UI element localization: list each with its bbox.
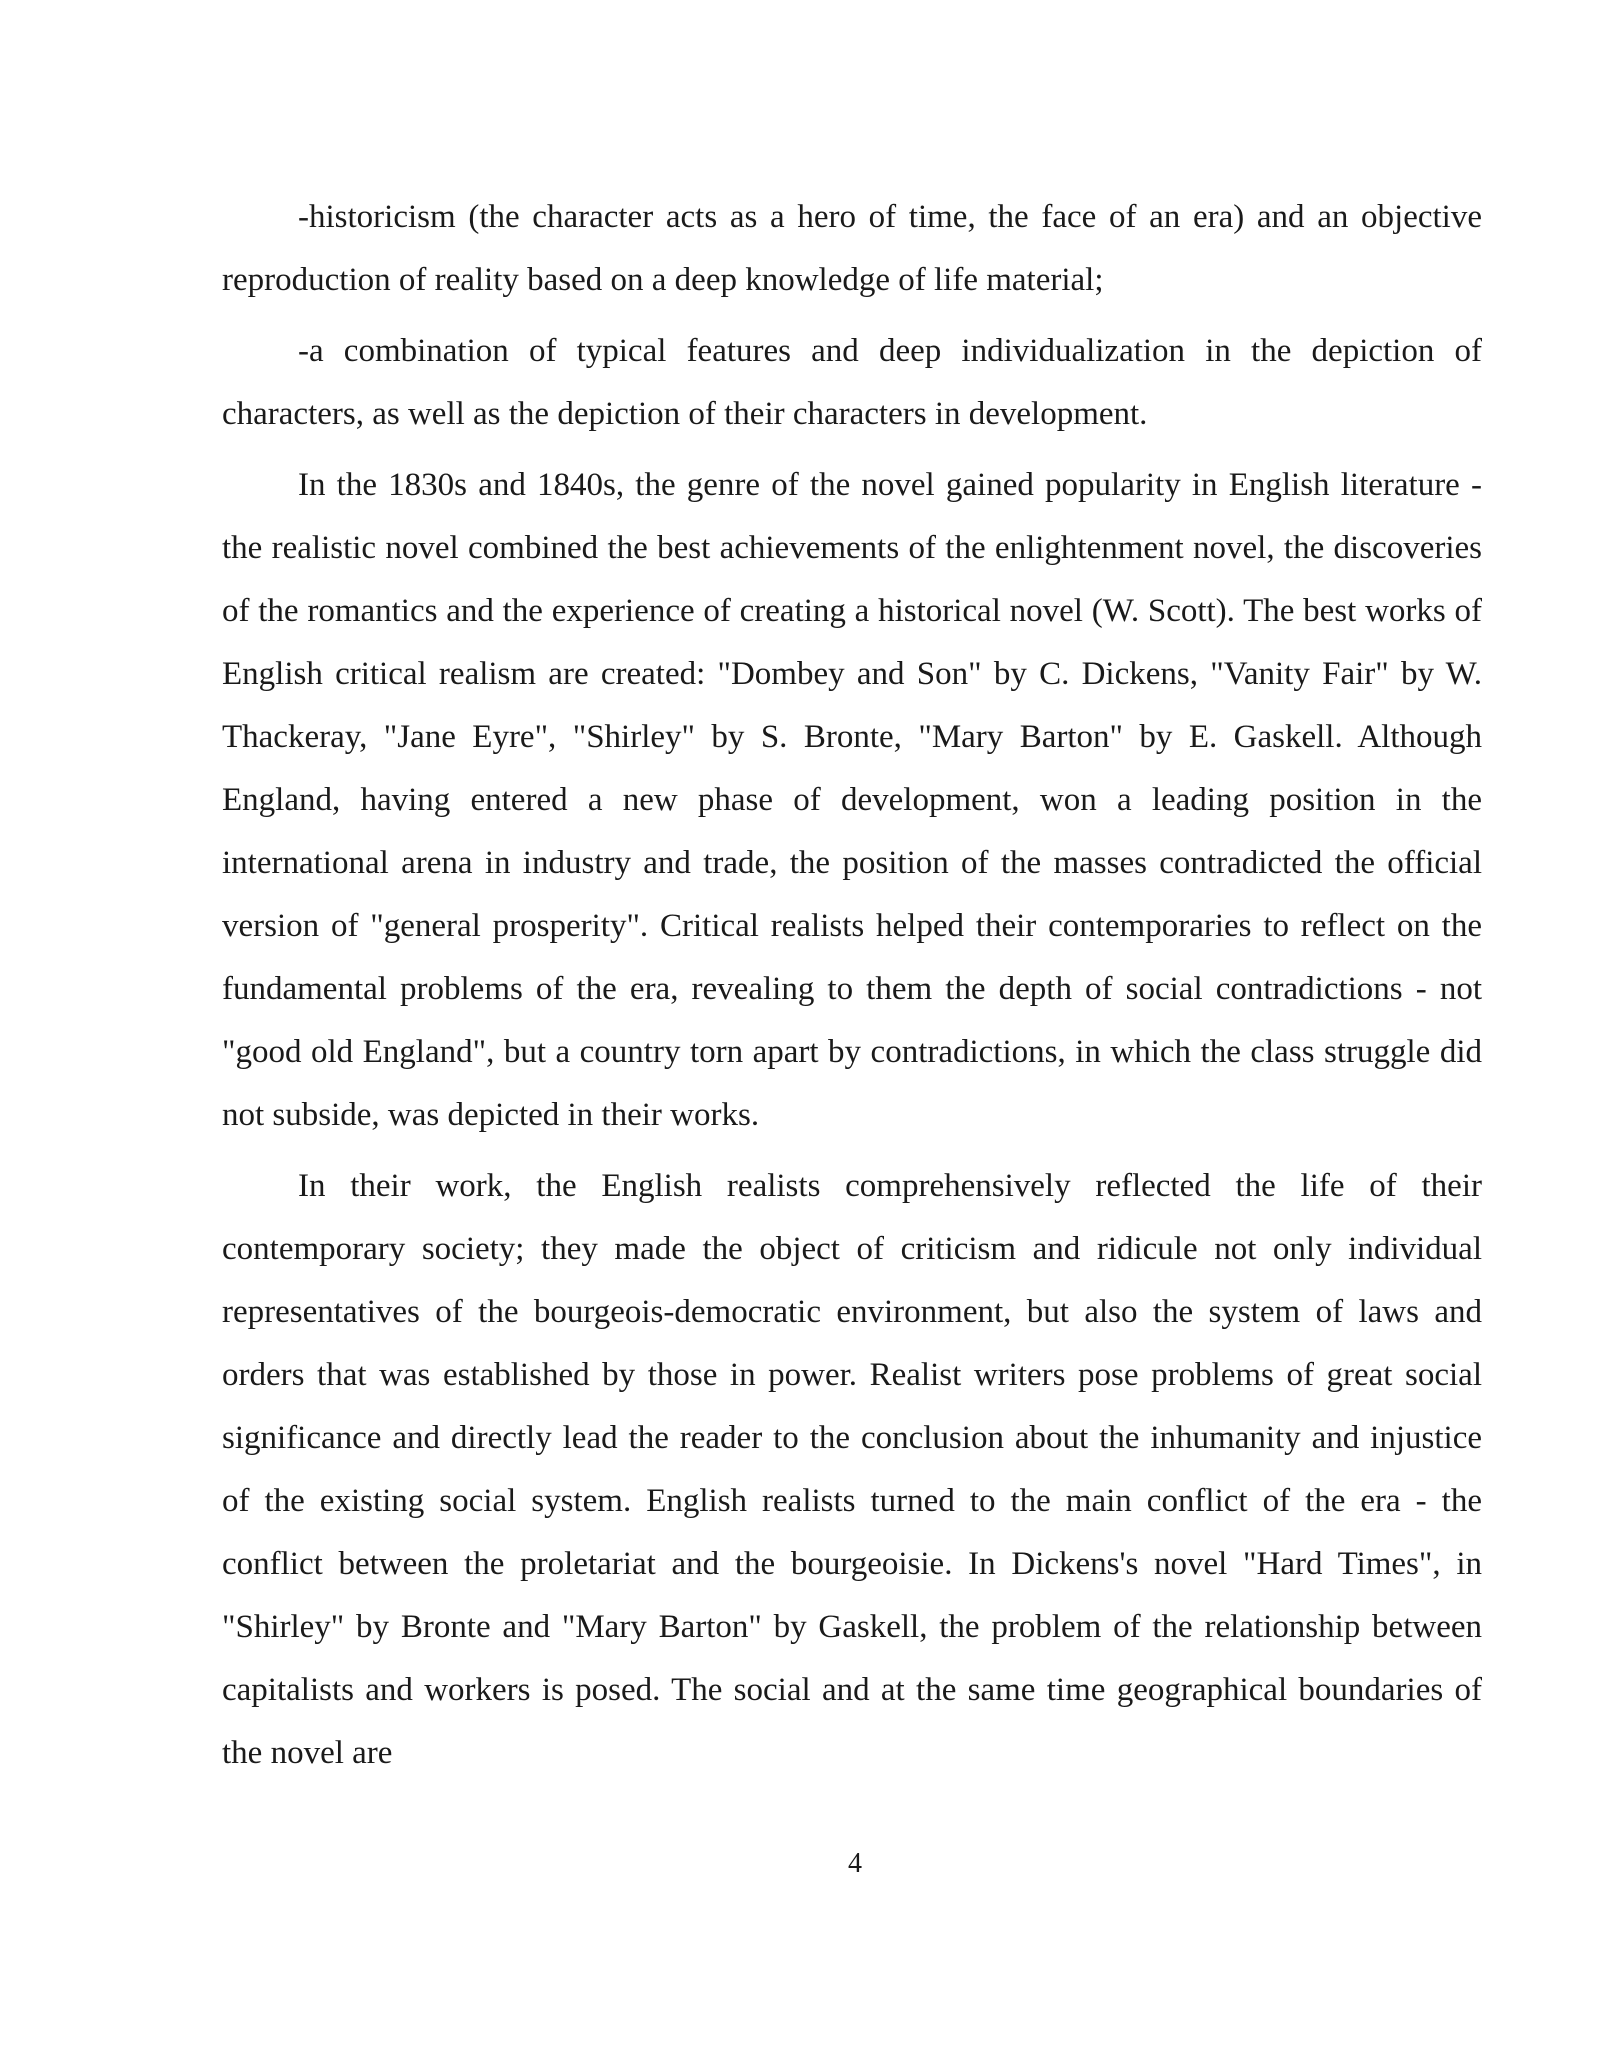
page-number: 4 — [848, 1848, 862, 1879]
paragraph-typical-features: -a combination of typical features and deep individualization in the depiction of characters, as well as the depiction of their characters in development. — [222, 333, 1482, 432]
paragraph-english-realists: In their work, the English realists comprehensively reflected the life of their contemporary society; they made the object of criticism and ridicule not only individual representatives of the bourgeois-democratic environment, but also the system of laws and orders that was established by those in power. Realist writers pose problems of great social significance and directly lead the reader to the conclusion about the inhumanity and injustice of the existing social system. English realists turned to the main conflict of the era - the conflict between the proletariat and the bourgeoisie. In Dickens's novel "Hard Times", in "Shirley" by Bronte and "Mary Barton" by Gaskell, the problem of the relationship between capitalists and workers is posed. The social and at the same time geographical boundaries of the novel are — [222, 1168, 1482, 1771]
paragraph-1830s-novel: In the 1830s and 1840s, the genre of the novel gained popularity in English literature - the realistic novel combined the best achievements of the enlightenment novel, the discoveries of the romantics and the experience of creating a historical novel (W. Scott). The best works of English critical realism are created: "Dombey and Son" by C. Dickens, "Vanity Fair" by W. Thackeray, "Jane Eyre", "Shirley" by S. Bronte, "Mary Barton" by E. Gaskell. Although England, having entered a new phase of development, won a leading position in the international arena in industry and trade, the position of the masses contradicted the official version of "general prosperity". Critical realists helped their contemporaries to reflect on the fundamental problems of the era, revealing to them the depth of social contradictions - not "good old England", but a country torn apart by contradictions, in which the class struggle did not subside, was depicted in their works. — [222, 467, 1482, 1133]
paragraph-historicism: -historicism (the character acts as a hero of time, the face of an era) and an objective reproduction of reality based on a deep knowledge of life material; — [222, 199, 1482, 298]
body-text — [222, 186, 1482, 1793]
